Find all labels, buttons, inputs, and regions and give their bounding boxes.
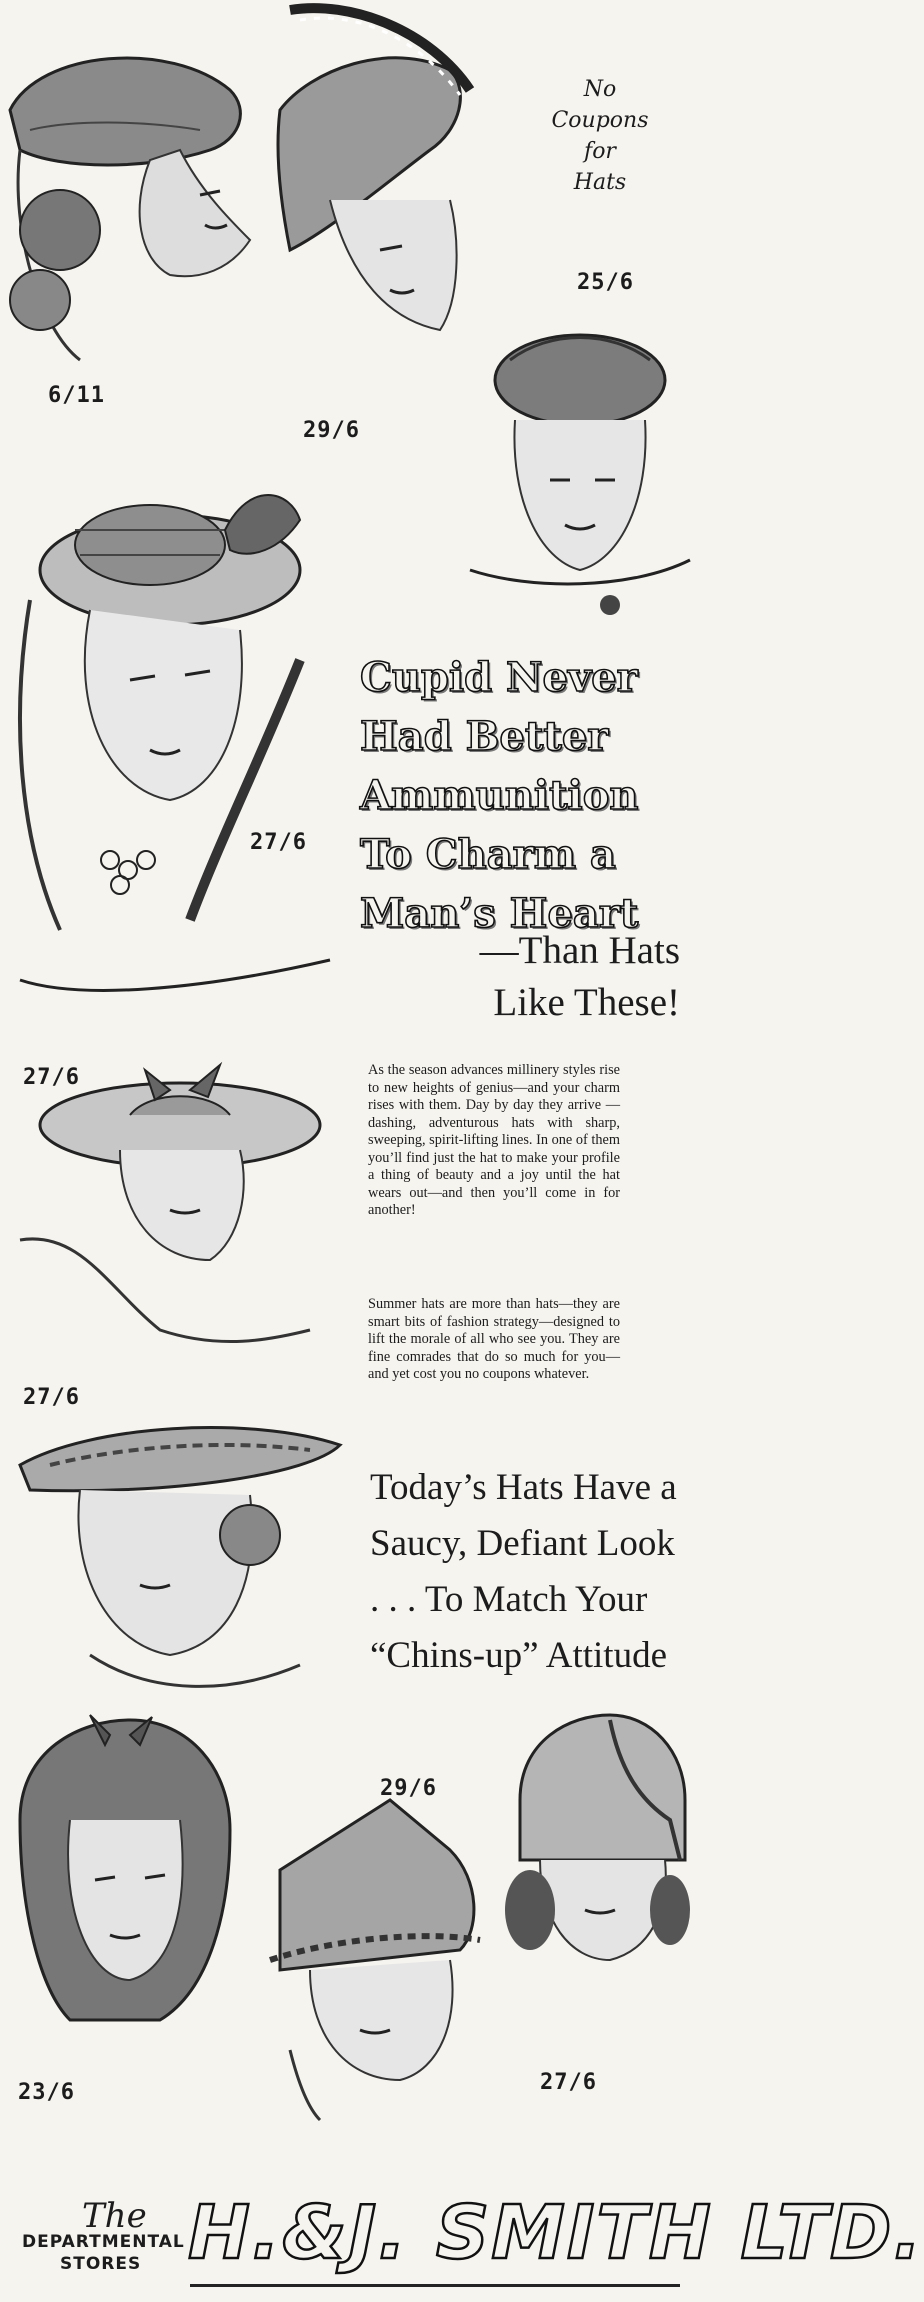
price-label: 23/6	[18, 2080, 75, 2105]
price-label: 29/6	[303, 418, 360, 443]
hat-illustration-pillbox	[470, 320, 690, 630]
price-label: 27/6	[250, 830, 307, 855]
slogan	[370, 1460, 690, 1684]
headline-line: To Charm a	[360, 831, 616, 878]
hat-illustration-beret	[0, 30, 290, 380]
body-paragraph: As the season advances millinery styles rise to new heights of genius—and your charm rises with them. Day by day they arrive — dashing, adventurous hats with sharp, sweeping, spirit-lifting lines. In one of them you’ll find just the hat to make your profile a thing of beauty and a joy until the hat wears out—and then you’ll come in for another!	[368, 1062, 620, 1218]
hat-illustration-braided-brim	[10, 1395, 350, 1705]
note-line: No	[583, 77, 617, 102]
note-line: Hats	[573, 170, 627, 195]
headline-line: Man’s Heart	[360, 890, 639, 937]
footer-rule	[190, 2284, 680, 2287]
headline-line: Had Better	[360, 713, 609, 760]
hat-illustration-feathered	[270, 0, 490, 400]
slogan-line: “Chins-up” Attitude	[370, 1635, 667, 1676]
subhead-line: Like These!	[493, 981, 680, 1024]
subhead-line: —Than Hats	[479, 929, 680, 972]
price-label: 25/6	[577, 270, 634, 295]
departmental-label: DEPARTMENTAL	[22, 2232, 185, 2252]
price-label: 27/6	[23, 1385, 80, 1410]
price-label: 27/6	[540, 2070, 597, 2095]
hat-illustration-boater-veil	[0, 460, 340, 1020]
note-line: for	[584, 139, 616, 164]
hat-illustration-bonnet	[0, 1710, 250, 2040]
price-label: 27/6	[23, 1065, 80, 1090]
body-paragraph: Summer hats are more than hats—they are smart bits of fashion strategy—designed to lift the morale of all who see you. They are fine comrades that do so much for you—and yet cost you no coupons whatever.	[368, 1296, 620, 1382]
departmental-the: The	[82, 2196, 147, 2236]
headline-line: Ammunition	[360, 772, 639, 819]
subhead	[380, 925, 680, 1029]
no-coupons-note	[540, 74, 660, 198]
note-line: Coupons	[551, 108, 649, 133]
price-label: 6/11	[48, 383, 105, 408]
store-logo: H.&J. SMITH LTD.	[188, 2190, 924, 2276]
price-label: 29/6	[380, 1776, 437, 1801]
hat-illustration-fedora	[250, 1790, 490, 2120]
stores-label: STORES	[60, 2254, 142, 2274]
headline	[360, 648, 690, 943]
slogan-line: Saucy, Defiant Look	[370, 1523, 675, 1564]
slogan-line: . . . To Match Your	[370, 1579, 648, 1620]
headline-line: Cupid Never	[360, 654, 638, 701]
hat-illustration-turban	[500, 1710, 690, 2000]
slogan-line: Today’s Hats Have a	[370, 1467, 677, 1508]
